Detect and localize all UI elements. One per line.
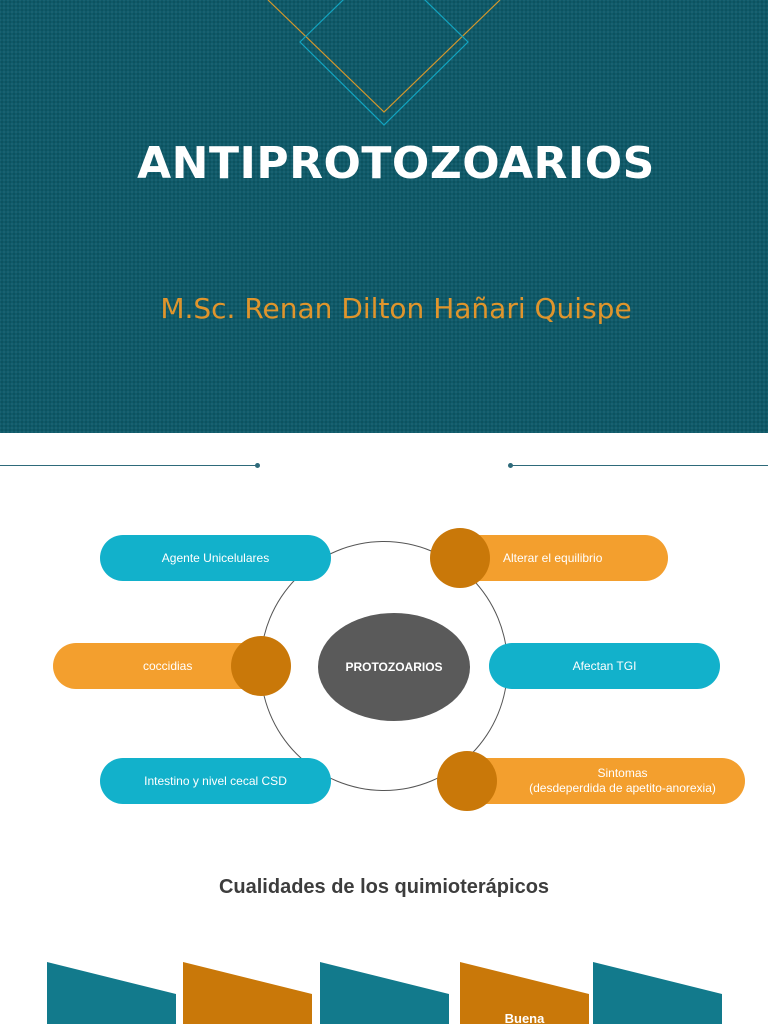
node-label: Agente Unicelulares (161, 550, 270, 565)
center-node-protozoarios (318, 613, 470, 721)
divider-dot-left (255, 463, 260, 468)
node-label: Alterar el equilibrio (503, 550, 603, 565)
node-agente-unicelulares (100, 535, 331, 581)
node-afectan-tgi (489, 643, 720, 689)
node-label: Afectan TGI (572, 658, 637, 673)
section-title: Cualidades de los quimioterápicos (218, 876, 550, 898)
node-connector-knob (231, 636, 291, 696)
node-label: Sintomas (597, 766, 648, 780)
quality-shape-2 (183, 962, 312, 1024)
presentation-title: ANTIPROTOZOARIOS (137, 138, 655, 189)
diamond-decoration (0, 0, 768, 433)
qualities-shapes (0, 955, 768, 1024)
center-label: PROTOZOARIOS (345, 660, 443, 674)
node-intestino-cecal (100, 758, 331, 804)
title-slide (0, 0, 768, 433)
node-label-detail: (desdeperdida de apetito-anorexia) (529, 781, 716, 795)
node-connector-knob (437, 751, 497, 811)
divider-line-left (0, 465, 258, 466)
quality-label: Buena (504, 1011, 545, 1024)
quality-shape-5 (593, 962, 722, 1024)
author-name: M.Sc. Renan Dilton Hañari Quispe (160, 292, 632, 325)
node-label: Intestino y nivel cecal CSD (144, 773, 287, 788)
quality-shape-1 (47, 962, 176, 1024)
quality-shape-3 (320, 962, 449, 1024)
protozoa-diagram-slide (0, 433, 768, 853)
divider-line-right (511, 465, 768, 466)
node-label: coccidias (143, 658, 193, 673)
node-connector-knob (430, 528, 490, 588)
divider-dot-right (508, 463, 513, 468)
